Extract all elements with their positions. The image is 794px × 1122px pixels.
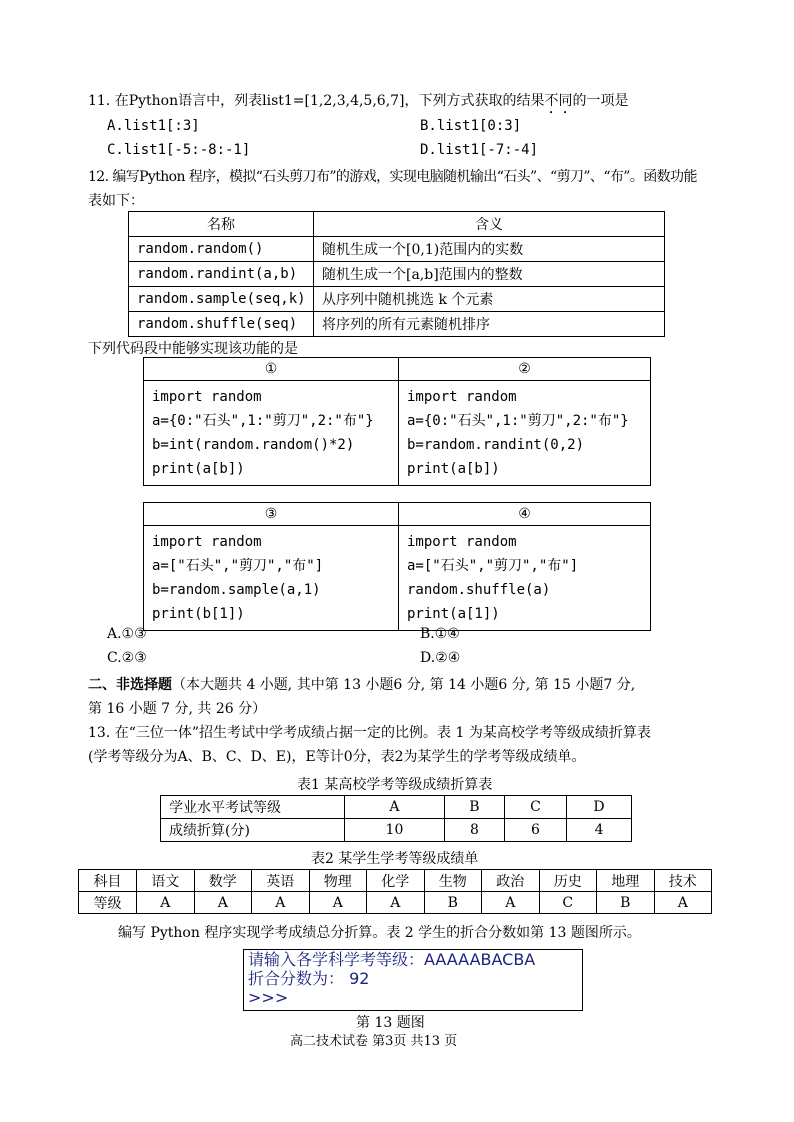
function-table [128, 211, 665, 337]
score-cell: 10 [345, 819, 445, 842]
function-name-cell: random.shuffle(seq) [129, 312, 314, 337]
subject-cell: 历史 [539, 870, 597, 892]
code-table-1-2 [143, 357, 651, 486]
student-grade-cell: B [424, 892, 482, 914]
subject-cell: 地理 [597, 870, 655, 892]
code-line: import random [152, 389, 262, 405]
code-block-2-number: ② [399, 358, 651, 381]
q13-line3: 编写 Python 程序实现学考成绩总分折算。表 2 学生的折合分数如第 13 题图所示。 [118, 925, 641, 941]
code-line: print(a[b]) [152, 461, 245, 477]
student-grade-cell: A [137, 892, 195, 914]
student-grade-cell: A [194, 892, 252, 914]
code-line: b=random.sample(a,1) [152, 582, 321, 598]
code-block-3 [144, 526, 399, 631]
page-footer: 高二技术试卷 第3页 共13 页 [290, 1034, 458, 1049]
grade-conversion-table [160, 795, 632, 842]
q13-line1: 13. 在“三位一体”招生考试中学考成绩占据一定的比例。表 1 为某高校学考等级成绩折算表 [88, 725, 651, 741]
subject-cell: 技术 [654, 870, 712, 892]
subject-header-label: 科目 [79, 870, 137, 892]
subject-cell: 语文 [137, 870, 195, 892]
score-header-label: 成绩折算(分) [161, 819, 345, 842]
function-table-header-meaning: 含义 [314, 212, 665, 237]
q13-line2: (学考等级分为A、B、C、D、E)，E等计0分，表2为某学生的学考等级成绩单。 [88, 749, 586, 765]
score-cell: 8 [444, 819, 504, 842]
grade-cell: B [444, 796, 504, 819]
code-line: b=int(random.random()*2) [152, 437, 355, 453]
code-line: print(a[1]) [407, 606, 500, 622]
figure-caption: 第 13 题图 [356, 1015, 425, 1031]
student-grade-cell: A [309, 892, 367, 914]
code-block-4 [399, 526, 651, 631]
code-line: import random [152, 534, 262, 550]
subject-cell: 英语 [252, 870, 310, 892]
python-console-output [243, 949, 583, 1011]
function-meaning-cell: 随机生成一个[0,1)范围内的实数 [314, 237, 665, 262]
function-name-cell: random.sample(seq,k) [129, 287, 314, 312]
code-block-1 [144, 381, 399, 486]
grade-header-label: 学业水平考试等级 [161, 796, 345, 819]
console-prompt: >>> [248, 988, 289, 1007]
code-line: import random [407, 534, 517, 550]
q11-stem-prefix: 11. 在Python语言中，列表list1=[1,2,3,4,5,6,7]，下列方式获取的结果 [88, 93, 545, 109]
section2-note-line1: （本大题共 4 小题, 其中第 13 小题6 分, 第 14 小题6 分, 第 15 小题7 分, [172, 677, 636, 693]
score-cell: 6 [504, 819, 566, 842]
q12-option-d[interactable]: D.②④ [420, 650, 461, 666]
table2-caption: 表2 某学生学考等级成绩单 [311, 851, 479, 867]
q12-option-a[interactable]: A.①③ [107, 626, 147, 642]
student-grade-cell: A [367, 892, 425, 914]
q12-stem-line1: 12. 编写Python 程序，模拟“石头剪刀布”的游戏，实现电脑随机输出“石头”、“剪刀”、“布”。函数功能 [88, 169, 697, 185]
q11-option-b[interactable]: B.list1[0:3] [420, 118, 522, 134]
score-cell: 4 [567, 819, 632, 842]
console-line: 请输入各学科学考等级：AAAAABACBA [248, 950, 536, 969]
student-grade-cell: A [252, 892, 310, 914]
code-block-4-number: ④ [399, 503, 651, 526]
q12-question: 下列代码段中能够实现该功能的是 [88, 341, 298, 357]
q12-option-b[interactable]: B.①④ [420, 626, 460, 642]
function-meaning-cell: 从序列中随机挑选 k 个元素 [314, 287, 665, 312]
code-line: random.shuffle(a) [407, 582, 551, 598]
grade-cell: D [567, 796, 632, 819]
student-grade-cell: A [482, 892, 540, 914]
student-grade-cell: B [597, 892, 655, 914]
code-line: a=["石头","剪刀","布"] [152, 558, 324, 574]
code-block-2 [399, 381, 651, 486]
grade-cell: A [345, 796, 445, 819]
function-name-cell: random.randint(a,b) [129, 262, 314, 287]
subject-cell: 物理 [309, 870, 367, 892]
section2-heading [88, 674, 635, 694]
q11-option-d[interactable]: D.list1[-7:-4] [420, 142, 539, 158]
function-meaning-cell: 随机生成一个[a,b]范围内的整数 [314, 262, 665, 287]
console-line: 折合分数为： 92 [248, 969, 370, 988]
code-block-3-number: ③ [144, 503, 399, 526]
code-block-1-number: ① [144, 358, 399, 381]
function-name-cell: random.random() [129, 237, 314, 262]
q11-stem-emphasis: 不同 [544, 93, 573, 109]
subject-cell: 数学 [194, 870, 252, 892]
q11-option-a[interactable]: A.list1[:3] [107, 118, 200, 134]
subject-cell: 政治 [482, 870, 540, 892]
student-grade-cell: A [654, 892, 712, 914]
grade-cell: C [504, 796, 566, 819]
grade-header-label: 等级 [79, 892, 137, 914]
subject-cell: 生物 [424, 870, 482, 892]
table1-caption: 表1 某高校学考等级成绩折算表 [297, 777, 493, 793]
student-grades-table [78, 869, 712, 914]
section2-note-line2: 第 16 小题 7 分, 共 26 分） [88, 701, 267, 717]
code-line: b=random.randint(0,2) [407, 437, 585, 453]
function-table-header-name: 名称 [129, 212, 314, 237]
subject-cell: 化学 [367, 870, 425, 892]
code-line: a=["石头","剪刀","布"] [407, 558, 579, 574]
q11-stem-suffix: 的一项是 [572, 93, 629, 109]
function-meaning-cell: 将序列的所有元素随机排序 [314, 312, 665, 337]
q12-stem-line2: 表如下： [88, 193, 144, 209]
section2-title: 二、非选择题 [88, 677, 172, 693]
code-line: a={0:"石头",1:"剪刀",2:"布"} [152, 413, 374, 429]
code-line: import random [407, 389, 517, 405]
code-table-3-4 [143, 502, 651, 631]
code-line: print(b[1]) [152, 606, 245, 622]
code-line: a={0:"石头",1:"剪刀",2:"布"} [407, 413, 629, 429]
code-line: print(a[b]) [407, 461, 500, 477]
q12-option-c[interactable]: C.②③ [107, 650, 147, 666]
student-grade-cell: C [539, 892, 597, 914]
q11-stem [88, 90, 629, 117]
q11-option-c[interactable]: C.list1[-5:-8:-1] [107, 142, 251, 158]
